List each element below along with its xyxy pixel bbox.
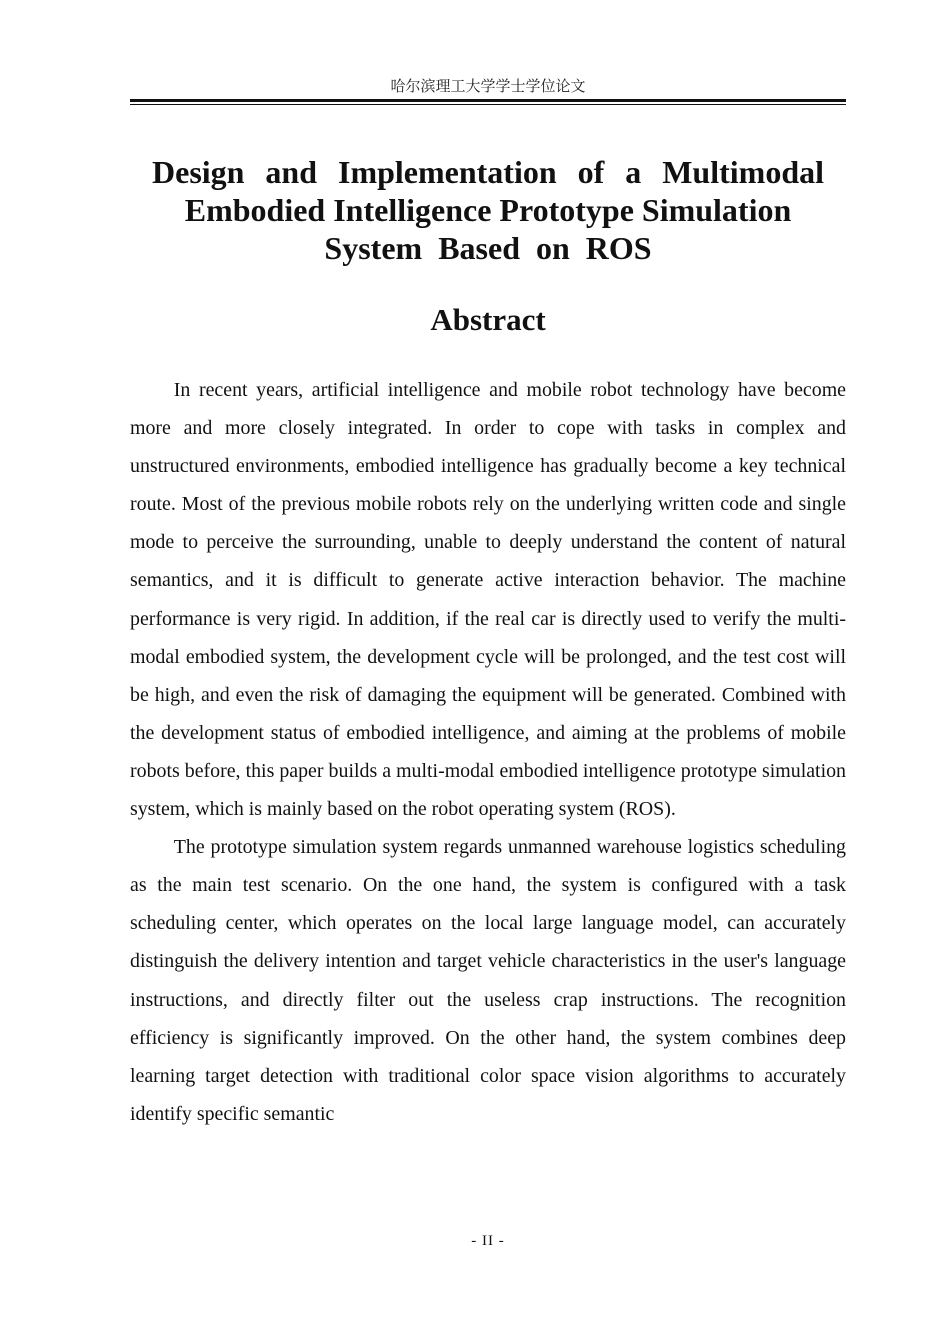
abstract-heading: Abstract	[430, 302, 546, 337]
header-rule-thick	[130, 99, 846, 102]
running-header: 哈尔滨理工大学学士学位论文	[390, 77, 586, 95]
title-line-2: Embodied Intelligence Prototype Simulation	[184, 192, 792, 228]
paper-title	[130, 153, 846, 267]
page-number: - II -	[471, 1233, 505, 1249]
abstract-paragraph-1: In recent years, artificial intelligence and mobile robot technology have become more and more closely integrated. In order to cope with tasks in complex and unstructured environments, embodied intelligence has gradually become a key technical route. Most of the previous mobile robots rely on the underlying written code and single mode to perceive the surrounding, unable to deeply understand the content of natural semantics, and it is difficult to generate active interaction behavior. The machine performance is very rigid. In addition, if the real car is directly used to verify the multi-modal embodied system, the development cycle will be prolonged, and the test cost will be high, and even the risk of damaging the equipment will be generated. Combined with the development status of embodied intelligence, and aiming at the problems of mobile robots before, this paper builds a multi-modal embodied intelligence prototype simulation system, which is mainly based on the robot operating system (ROS).	[130, 379, 846, 821]
title-line-3: System Based on ROS	[324, 230, 652, 266]
abstract-paragraph-2: The prototype simulation system regards unmanned warehouse logistics scheduling as the main test scenario. On the one hand, the system is configured with a task scheduling center, which operates on the local large language model, can accurately distinguish the delivery intention and target vehicle characteristics in the user's language instructions, and directly filter out the useless crap instructions. The recognition efficiency is significantly improved. On the other hand, the system combines deep learning target detection with traditional color space vision algorithms to accurately identify specific semantic	[130, 836, 846, 1125]
header-rule-thin	[130, 104, 846, 105]
abstract-body	[130, 371, 846, 1133]
title-line-1: Design and Implementation of a Multimodal	[152, 154, 824, 190]
